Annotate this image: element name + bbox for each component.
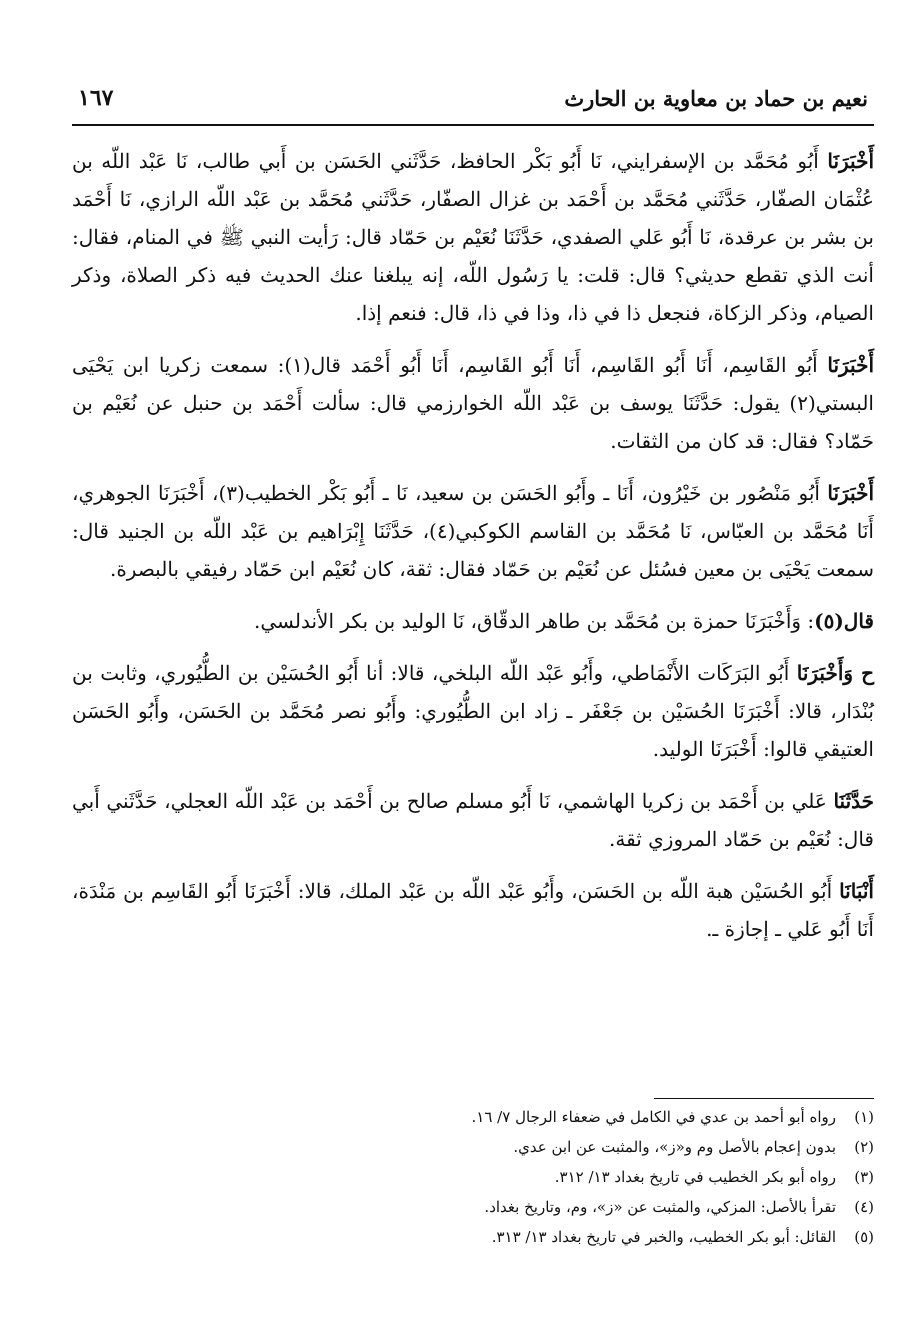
transmission-keyword: أَنْبَانَا <box>839 879 874 903</box>
footnote-number: (٤) <box>854 1198 874 1216</box>
footnote <box>72 1198 874 1228</box>
transmission-keyword: أَخْبَرَنَا <box>827 149 874 173</box>
main-text <box>72 142 874 962</box>
footnotes <box>72 1108 874 1258</box>
transmission-keyword: وَأَخْبَرَنَا <box>796 661 854 685</box>
footnote-text: تقرأ بالأصل: المزكي، والمثبت عن «ز»، وم، وتاريخ بغداد. <box>484 1198 836 1216</box>
header-rule <box>72 124 874 126</box>
paragraph <box>72 872 874 948</box>
paragraph-text: أَبُو القَاسِم، أَنَا أَبُو القَاسِم، أَنَا أَبُو القَاسِم، أَنَا أَبُو أَحْمَد قال(١): سمعت زكريا ابن يَحْيَى البستي(٢) يقول: حَدَّثَنَا يوسف بن عَبْد اللّه الخوارزمي قال: سألت أَحْمَد بن حنبل عن نُعَيْم بن حَمّاد؟ فقال: قد كان من الثقات. <box>72 353 874 453</box>
paragraph-text: أَبُو مَنْصُور بن خَيْرُون، أَنَا ـ وأَبُو الحَسَن بن سعيد، نَا ـ أَبُو بَكْر الخطيب(٣)، أَخْبَرَنَا الجوهري، أَنَا مُحَمَّد بن العبّاس، نَا مُحَمَّد بن القاسم الكوكبي(٤)، حَدَّثَنَا إِبْرَاهيم بن عَبْد اللّه بن الجنيد قال: سمعت يَحْيَى بن معين فسُئل عن نُعَيْم بن حَمّاد فقال: ثقة، كان نُعَيْم ابن حَمّاد رفيقي بالبصرة. <box>72 481 874 581</box>
prefix: ح <box>853 661 874 685</box>
paragraph <box>72 782 874 858</box>
footnote-number: (٢) <box>854 1138 874 1156</box>
footnote <box>72 1168 874 1198</box>
paragraph-text: أَبُو الحُسَيْن هبة اللّه بن الحَسَن، وأَبُو عَبْد اللّه بن عَبْد الملك، قالا: أَخْبَرَنَا أَبُو القَاسِم بن مَنْدَة، أَنَا أَبُو عَلي ـ إجازة ـ. <box>72 879 874 941</box>
paragraph <box>72 602 874 640</box>
paragraph-text: أَبُو البَرَكَات الأَنْمَاطي، وأَبُو عَبْد اللّه البلخي، قالا: أنا أَبُو الحُسَيْن بن الطُّيُوري، وثابت بن بُنْدَار، قالا: أَخْبَرَنَا الحُسَيْن بن جَعْفَر ـ زاد ابن الطُّيُوري: وأَبُو نصر مُحَمَّد بن الحَسَن، وأَبُو الحَسَن العتيقي قالوا: أَخْبَرَنَا الوليد. <box>72 661 874 761</box>
transmission-keyword: أَخْبَرَنَا <box>827 353 874 377</box>
footnote-number: (١) <box>854 1108 874 1126</box>
footnote-number: (٣) <box>854 1168 874 1186</box>
transmission-keyword: أَخْبَرَنَا <box>827 481 874 505</box>
footnote-text: رواه أبو أحمد بن عدي في الكامل في ضعفاء الرجال ٧/ ١٦. <box>471 1108 836 1126</box>
footnote <box>72 1228 874 1258</box>
paragraph <box>72 654 874 768</box>
paragraph-text: : وَأَخْبَرَنَا حمزة بن مُحَمَّد بن طاهر الدقّاق، نَا الوليد بن بكر الأندلسي. <box>254 609 815 633</box>
footnote-text: رواه أبو بكر الخطيب في تاريخ بغداد ١٣/ ٣١٢. <box>554 1168 836 1186</box>
footnote <box>72 1138 874 1168</box>
footnote-text: القائل: أبو بكر الخطيب، والخبر في تاريخ بغداد ١٣/ ٣١٣. <box>491 1228 836 1246</box>
paragraph <box>72 142 874 332</box>
running-header <box>78 78 868 118</box>
paragraph <box>72 474 874 588</box>
footnote-text: بدون إعجام بالأصل وم و«ز»، والمثبت عن ابن عدي. <box>513 1138 836 1156</box>
running-title: نعيم بن حماد بن معاوية بن الحارث <box>564 85 868 111</box>
footnote-number: (٥) <box>854 1228 874 1246</box>
paragraph-text: أَبُو مُحَمَّد بن الإسفرايني، نَا أَبُو بَكْر الحافظ، حَدَّثَني الحَسَن بن أَبي طالب، نَا عَبْد اللّه بن عُثْمَان الصفّار، حَدَّثَني مُحَمَّد بن أَحْمَد بن غزال الصفّار، حَدَّثَني مُحَمَّد بن عَبْد اللّه الرازي، نَا أَحْمَد بن بشر بن عرقدة، نَا أَبُو عَلي الصفدي، حَدَّثَنَا نُعَيْم بن حَمّاد قال: رَأيت النبي ﷺ في المنام، فقال: أنت الذي تقطع حديثي؟ قال: قلت: يا رَسُول اللّه، إنه يبلغنا عنك الحديث فيه ذكر الصلاة، وذكر الصيام، وذكر الزكاة، فنجعل ذا في ذا، وذا في ذا، قال: فنعم إذا. <box>72 149 874 325</box>
footnote <box>72 1108 874 1138</box>
transmission-keyword: قال(٥) <box>814 609 874 633</box>
page-number: ١٦٧ <box>78 85 114 111</box>
transmission-keyword: حَدَّثَنَا <box>833 789 874 813</box>
paragraph-text: عَلي بن أَحْمَد بن زكريا الهاشمي، نَا أَبُو مسلم صالح بن أَحْمَد بن عَبْد اللّه العجلي، حَدَّثَني أَبي قال: نُعَيْم بن حَمّاد المروزي ثقة. <box>72 789 874 851</box>
footnote-rule <box>654 1098 874 1099</box>
paragraph <box>72 346 874 460</box>
